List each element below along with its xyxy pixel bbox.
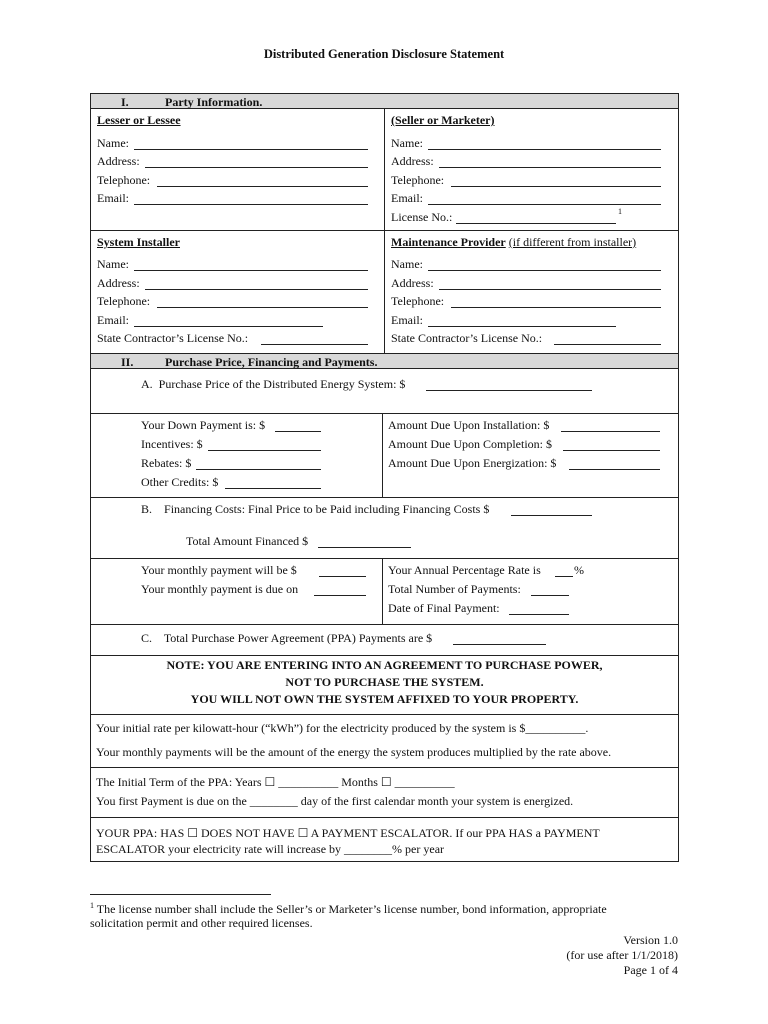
installer-name-field[interactable] [134,270,368,271]
ppa-payments-row [141,631,432,645]
other-credits-field[interactable] [225,488,321,489]
maintenance-address-field[interactable] [439,289,661,290]
ppa-payments-label: Total Purchase Power Agreement (PPA) Payments are $ [163,631,433,645]
other-credits-label: Other Credits: $ [141,475,219,489]
apr-label: Your Annual Percentage Rate is [388,563,541,577]
footnote-line-1 [90,901,607,916]
total-financed-label: Total Amount Financed $ [186,534,309,548]
document-title: Distributed Generation Disclosure Statement [263,47,505,61]
incentives-label: Incentives: $ [141,437,203,451]
maintenance-name-field[interactable] [428,270,661,271]
maintenance-heading-note: (if different from installer) [508,235,637,249]
item-a-label: A. [141,377,153,391]
installer-license-field[interactable] [261,344,368,345]
rebates-label: Rebates: $ [141,456,192,470]
rule-f [90,714,679,715]
due-installation-label: Amount Due Upon Installation: $ [388,418,550,432]
payments-divider [382,413,383,497]
use-after-label: (for use after 1/1/2018) [566,948,678,962]
rule-d [90,624,679,625]
initial-rate-line: Your initial rate per kilowatt-hour (“kWh”) for the electricity produced by the system is $__________. [96,721,589,735]
section-2-number: II. [121,355,134,369]
maintenance-telephone-label: Telephone: [391,294,445,308]
total-financed-field[interactable] [318,547,411,548]
seller-email-field[interactable] [428,204,661,205]
due-completion-field[interactable] [563,450,660,451]
down-payment-field[interactable] [275,431,321,432]
lessee-heading: Lesser or Lessee [97,113,181,127]
financing-costs-row [141,502,489,516]
installer-email-label: Email: [97,313,129,327]
installer-license-label: State Contractor’s License No.: [97,331,249,345]
section-1-number: I. [121,95,129,109]
footnote-mark: 1 [90,901,94,910]
final-payment-field[interactable] [509,614,569,615]
lessee-email-label: Email: [97,191,129,205]
seller-address-field[interactable] [439,167,661,168]
escalator-line-2: ESCALATOR your electricity rate will increase by ________% per year [96,842,445,856]
party-row-divider [90,230,679,231]
note-line-1: NOTE: YOU ARE ENTERING INTO AN AGREEMENT TO PURCHASE POWER, [166,658,603,672]
seller-address-label: Address: [391,154,434,168]
note-line-2: NOT TO PURCHASE THE SYSTEM. [285,675,484,689]
lessee-telephone-label: Telephone: [97,173,151,187]
installer-telephone-field[interactable] [157,307,368,308]
lessee-name-label: Name: [97,136,129,150]
initial-term-line: The Initial Term of the PPA: Years ☐ __________ Months ☐ __________ [96,775,455,789]
rule-b [90,497,679,498]
section-1-header [90,93,679,109]
maintenance-license-field[interactable] [554,344,661,345]
footnote-text-1: The license number shall include the Seller’s or Marketer’s license number, bond information, appropriate [96,902,607,916]
due-installation-field[interactable] [561,431,660,432]
maintenance-name-label: Name: [391,257,423,271]
purchase-price-field[interactable] [426,390,592,391]
purchase-price-label: Purchase Price of the Distributed Energy System: $ [158,377,406,391]
maintenance-telephone-field[interactable] [451,307,661,308]
maintenance-email-field[interactable] [428,326,616,327]
seller-license-field[interactable] [456,223,616,224]
rule-a [90,413,679,414]
section-1-label: Party Information. [165,95,263,109]
version-label: Version 1.0 [623,933,678,947]
rule-g [90,767,679,768]
seller-telephone-label: Telephone: [391,173,445,187]
lessee-telephone-field[interactable] [157,186,368,187]
maintenance-address-label: Address: [391,276,434,290]
apr-percent: % [574,563,584,577]
lessee-address-field[interactable] [145,167,368,168]
rebates-field[interactable] [196,469,321,470]
maintenance-heading-row [391,235,636,249]
maintenance-heading: Maintenance Provider [391,235,506,249]
first-payment-line: You first Payment is due on the ________ day of the first calendar month your system is energized. [96,794,574,808]
num-payments-field[interactable] [531,595,569,596]
installer-email-field[interactable] [134,326,323,327]
page-number: Page 1 of 4 [623,963,678,977]
note-line-3: YOU WILL NOT OWN THE SYSTEM AFFIXED TO YOUR PROPERTY. [190,692,579,706]
due-energization-label: Amount Due Upon Energization: $ [388,456,557,470]
seller-name-label: Name: [391,136,423,150]
installer-name-label: Name: [97,257,129,271]
maintenance-license-label: State Contractor’s License No.: [391,331,543,345]
due-energization-field[interactable] [569,469,660,470]
item-c-label: C. [141,631,153,645]
rule-h [90,817,679,818]
installer-address-label: Address: [97,276,140,290]
num-payments-label: Total Number of Payments: [388,582,521,596]
financing-costs-label: Financing Costs: Final Price to be Paid including Financing Costs $ [164,502,490,516]
footnote-line-2: solicitation permit and other required licenses. [90,916,313,930]
down-payment-label: Your Down Payment is: $ [141,418,266,432]
section-2-label: Purchase Price, Financing and Payments. [165,355,378,369]
monthly-payments-line: Your monthly payments will be the amount of the energy the system produces multiplied by the rate above. [96,745,612,759]
seller-license-label: License No.: [391,210,453,224]
monthly-due-field[interactable] [314,595,366,596]
monthly-divider [382,558,383,624]
monthly-payment-label: Your monthly payment will be $ [141,563,297,577]
final-payment-label: Date of Final Payment: [388,601,500,615]
maintenance-email-label: Email: [391,313,423,327]
due-completion-label: Amount Due Upon Completion: $ [388,437,552,451]
seller-email-label: Email: [391,191,423,205]
purchase-price-row [141,377,405,391]
installer-heading: System Installer [97,235,180,249]
monthly-payment-field[interactable] [319,576,366,577]
lessee-address-label: Address: [97,154,140,168]
seller-telephone-field[interactable] [451,186,661,187]
party-divider [384,108,385,354]
footnote-rule [90,894,271,895]
installer-telephone-label: Telephone: [97,294,151,308]
rule-e [90,655,679,656]
apr-field[interactable] [555,576,573,577]
escalator-line-1: YOUR PPA: HAS ☐ DOES NOT HAVE ☐ A PAYMENT ESCALATOR. If our PPA HAS a PAYMENT [96,826,600,840]
financing-costs-field[interactable] [511,515,592,516]
lessee-name-field[interactable] [134,149,368,150]
installer-address-field[interactable] [145,289,368,290]
incentives-field[interactable] [208,450,321,451]
seller-name-field[interactable] [428,149,661,150]
lessee-email-field[interactable] [134,204,368,205]
ppa-payments-field[interactable] [453,644,546,645]
seller-heading: (Seller or Marketer) [391,113,495,127]
item-b-label: B. [141,502,153,516]
seller-license-footnote-ref: 1 [618,207,622,216]
monthly-due-label: Your monthly payment is due on [141,582,299,596]
rule-c [90,558,679,559]
section-2-header [90,353,679,369]
